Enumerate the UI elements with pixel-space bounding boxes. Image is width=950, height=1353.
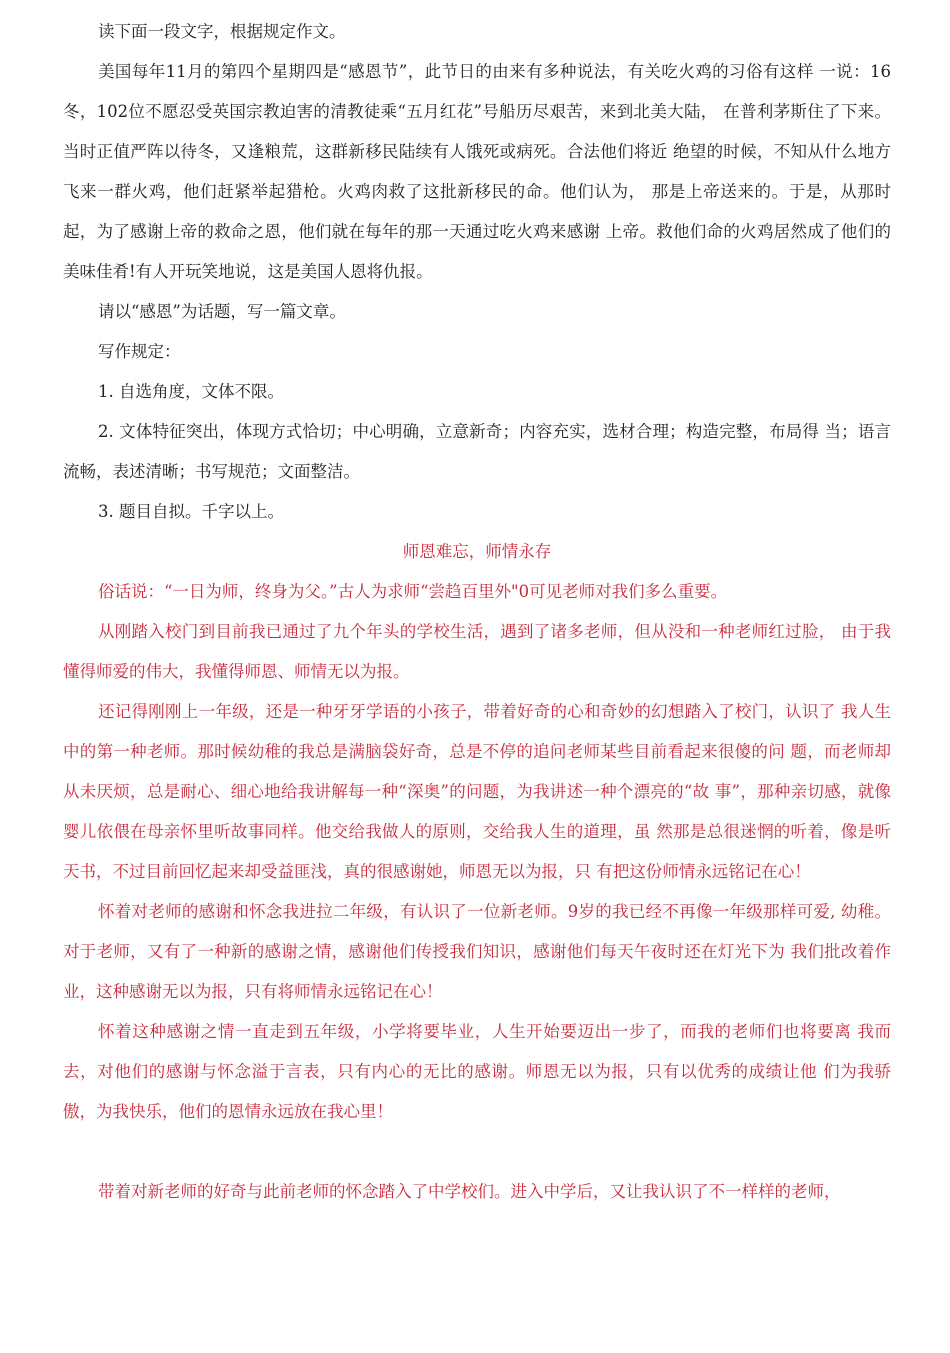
rule-item: 2. 文体特征突出，体现方式恰切；中心明确，立意新奇；内容充实，选材合理；构造完整，布局得 当；语言流畅，表述清晰；书写规范；文面整洁。 — [63, 422, 891, 481]
prompt-task: 请以“感恩”为话题，写一篇文章。 — [98, 302, 346, 321]
prompt-intro: 读下面一段文字，根据规定作文。 — [98, 22, 346, 41]
document-page — [63, 12, 891, 1212]
paragraph-gap — [63, 1132, 891, 1172]
essay-paragraph: 从刚踏入校门到目前我已通过了九个年头的学校生活，遇到了诸多老师，但从没和一种老师红过脸， 由于我懂得师爱的伟大，我懂得师恩、师情无以为报。 — [63, 622, 891, 681]
prompt-story: 美国每年11月的第四个星期四是“感恩节”，此节日的由来有多种说法，有关吃火鸡的习俗有这样 一说：16冬，102位不愿忍受英国宗教迫害的清教徒乘“五月红花”号船历尽艰苦，来到北美大陆， 在普利茅斯住了下来。当时正值严阵以待冬，又逢粮荒，这群新移民陆续有人饿死或病死。合法他们将近 绝望的时候，不知从什么地方飞来一群火鸡，他们赶紧举起猎枪。火鸡肉救了这批新移民的命。他们认为， 那是上帝送来的。于是，从那时起，为了感谢上帝的救命之恩，他们就在每年的那一天通过吃火鸡来感谢 上帝。救他们命的火鸡居然成了他们的美味佳肴!有人开玩笑地说，这是美国人恩将仇报。 — [63, 62, 891, 281]
essay-paragraph: 带着对新老师的好奇与此前老师的怀念踏入了中学校们。进入中学后，又让我认识了不一样样的老师， — [98, 1182, 841, 1201]
rule-item: 3. 题目自拟。千字以上。 — [98, 502, 284, 521]
essay-paragraph: 还记得刚刚上一年级，还是一种牙牙学语的小孩子，带着好奇的心和奇妙的幻想踏入了校门，认识了 我人生中的第一种老师。那时候幼稚的我总是满脑袋好奇，总是不停的追问老师某些目前看起来很傻的问 题，而老师却从未厌烦，总是耐心、细心地给我讲解每一种“深奥”的问题，为我讲述一种个漂亮的“故 事”，那种亲切感，就像婴儿依偎在母亲怀里听故事同样。他交给我做人的原则，交给我人生的道理，虽 然那是总很迷惘的听着，像是听天书，不过目前回忆起来却受益匪浅，真的很感谢她，师恩无以为报，只 有把这份师情永远铭记在心！ — [63, 702, 891, 881]
essay-paragraph: 怀着这种感谢之情一直走到五年级，小学将要毕业，人生开始要迈出一步了，而我的老师们也将要离 我而去，对他们的感谢与怀念溢于言表，只有内心的无比的感谢。师恩无以为报，只有以优秀的成绩让他 们为我骄傲，为我快乐，他们的恩情永远放在我心里！ — [63, 1022, 891, 1121]
rules-heading: 写作规定： — [98, 342, 181, 361]
essay-title: 师恩难忘，师情永存 — [402, 542, 552, 561]
essay-paragraph: 怀着对老师的感谢和怀念我进拉二年级，有认识了一位新老师。9岁的我已经不再像一年级那样可爱, 幼稚。对于老师，又有了一种新的感谢之情，感谢他们传授我们知识，感谢他们每天午夜时还在灯光下为 我们批改着作业，这种感谢无以为报，只有将师情永远铭记在心！ — [63, 902, 891, 1001]
essay-paragraph: 俗话说：“一日为师，终身为父。”古人为求师“尝趋百里外"0可见老师对我们多么重要。 — [98, 582, 728, 601]
rule-item: 1. 自选角度，文体不限。 — [98, 382, 284, 401]
